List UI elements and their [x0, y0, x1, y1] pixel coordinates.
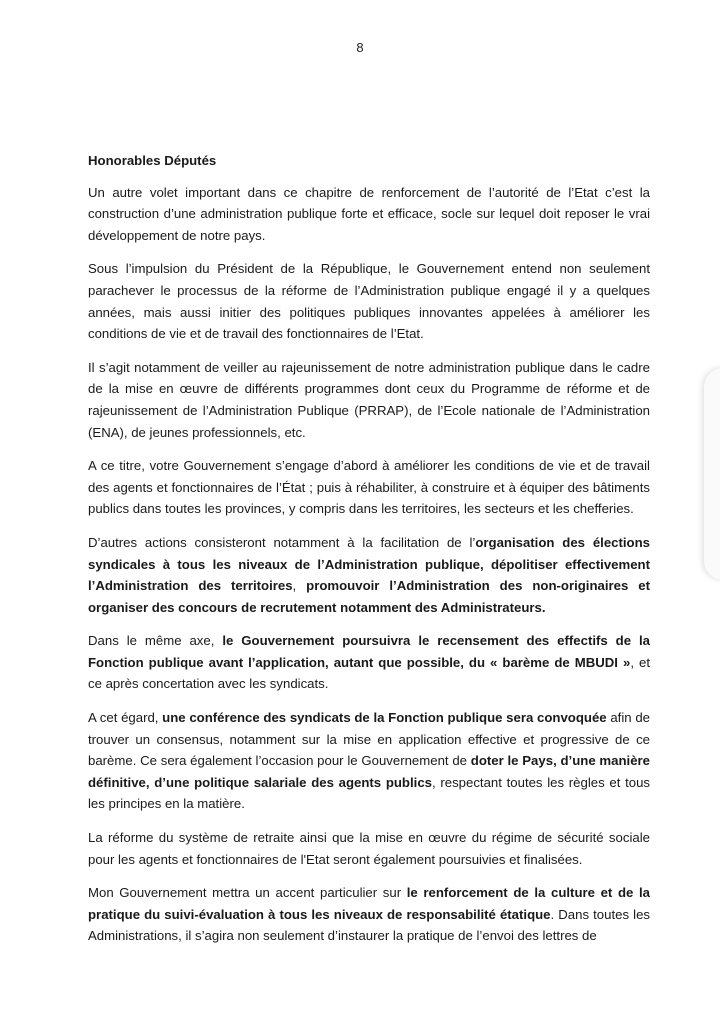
- paragraph: [88, 258, 650, 344]
- paragraph: [88, 532, 650, 618]
- paragraph: [88, 455, 650, 520]
- text-run: Dans le même axe,: [88, 633, 223, 649]
- edge-panel-handle[interactable]: [704, 368, 720, 580]
- text-run: Il s’agit notamment de veiller au rajeunissement de notre administration publique dans le cadre de la mise en œuvre de différents programmes dont ceux du Programme de réforme et de rajeunissement de l’Administration Publique (PRRAP), de l’Ecole nationale de l’Administration (ENA), de jeunes professionnels, etc.: [88, 359, 650, 440]
- document-body: [88, 150, 650, 959]
- paragraph: [88, 707, 650, 815]
- text-run: Mon Gouvernement mettra un accent particulier sur: [88, 885, 407, 901]
- text-run: La réforme du système de retraite ainsi que la mise en œuvre du régime de sécurité sociale pour les agents et fonctionnaires de l'Etat seront également poursuivies et finalisées.: [88, 830, 650, 867]
- paragraph: [88, 182, 650, 247]
- text-run: D’autres actions consisteront notamment à la facilitation de l’: [88, 534, 476, 550]
- text-run: , respectant toutes les règles et tous les principes en la matière.: [88, 774, 650, 812]
- paragraph: [88, 357, 650, 443]
- text-run: . Dans toutes les Administrations, il s’agira non seulement d’instaurer la pratique de l’envoi des lettres de: [88, 906, 650, 944]
- text-run: A cet égard,: [88, 710, 163, 726]
- bold-text-run: doter le Pays, d’une manière définitive, d’une politique salariale des agents publics: [88, 753, 650, 790]
- text-run: A ce titre, votre Gouvernement s’engage d’abord à améliorer les conditions de vie et de travail des agents et fonctionnaires de l’État ; puis à réhabiliter, à construire et à équiper des bâtiments publics dans toutes les provinces, y compris dans les territoires, les secteurs et les chefferies.: [88, 458, 650, 517]
- bold-text-run: le renforcement de la culture et de la pratique du suivi-évaluation à tous les niveaux de responsabilité étatique: [88, 885, 650, 922]
- paragraph: [88, 882, 650, 947]
- paragraph: [88, 827, 650, 870]
- bold-text-run: promouvoir l’Administration des non-originaires et organiser des concours de recrutement notamment des Administrateurs.: [88, 578, 650, 615]
- text-run: , et ce après concertation avec les syndicats.: [88, 654, 650, 692]
- bold-text-run: le Gouvernement poursuivra le recensement des effectifs de la Fonction publique avant l’application, autant que possible, du « barème de MBUDI »: [88, 633, 650, 670]
- text-run: Sous l’impulsion du Président de la République, le Gouvernement entend non seulement parachever le processus de la réforme de l’Administration publique engagé il y a quelques années, mais aussi initier des politiques publiques innovantes appelées à améliorer les conditions de vie et de travail des fonctionnaires de l’Etat.: [88, 261, 650, 342]
- paragraph: [88, 630, 650, 695]
- bold-text-run: une conférence des syndicats de la Fonction publique sera convoquée: [162, 710, 607, 726]
- section-heading: Honorables Députés: [88, 153, 217, 168]
- text-run: afin de trouver un consensus, notamment sur la mise en application effective et progressive de ce barème. Ce sera également l’occasion pour le Gouvernement de: [88, 710, 650, 769]
- text-run: ,: [292, 578, 307, 594]
- text-run: Un autre volet important dans ce chapitre de renforcement de l’autorité de l’Etat c’est la construction d’une administration publique forte et efficace, socle sur lequel doit reposer le vrai développement de notre pays.: [88, 184, 650, 243]
- bold-text-run: organisation des élections syndicales à tous les niveaux de l’Administration publique, dépolitiser effectivement l’Administration des territoires: [88, 534, 650, 594]
- page-number: 8: [356, 40, 364, 55]
